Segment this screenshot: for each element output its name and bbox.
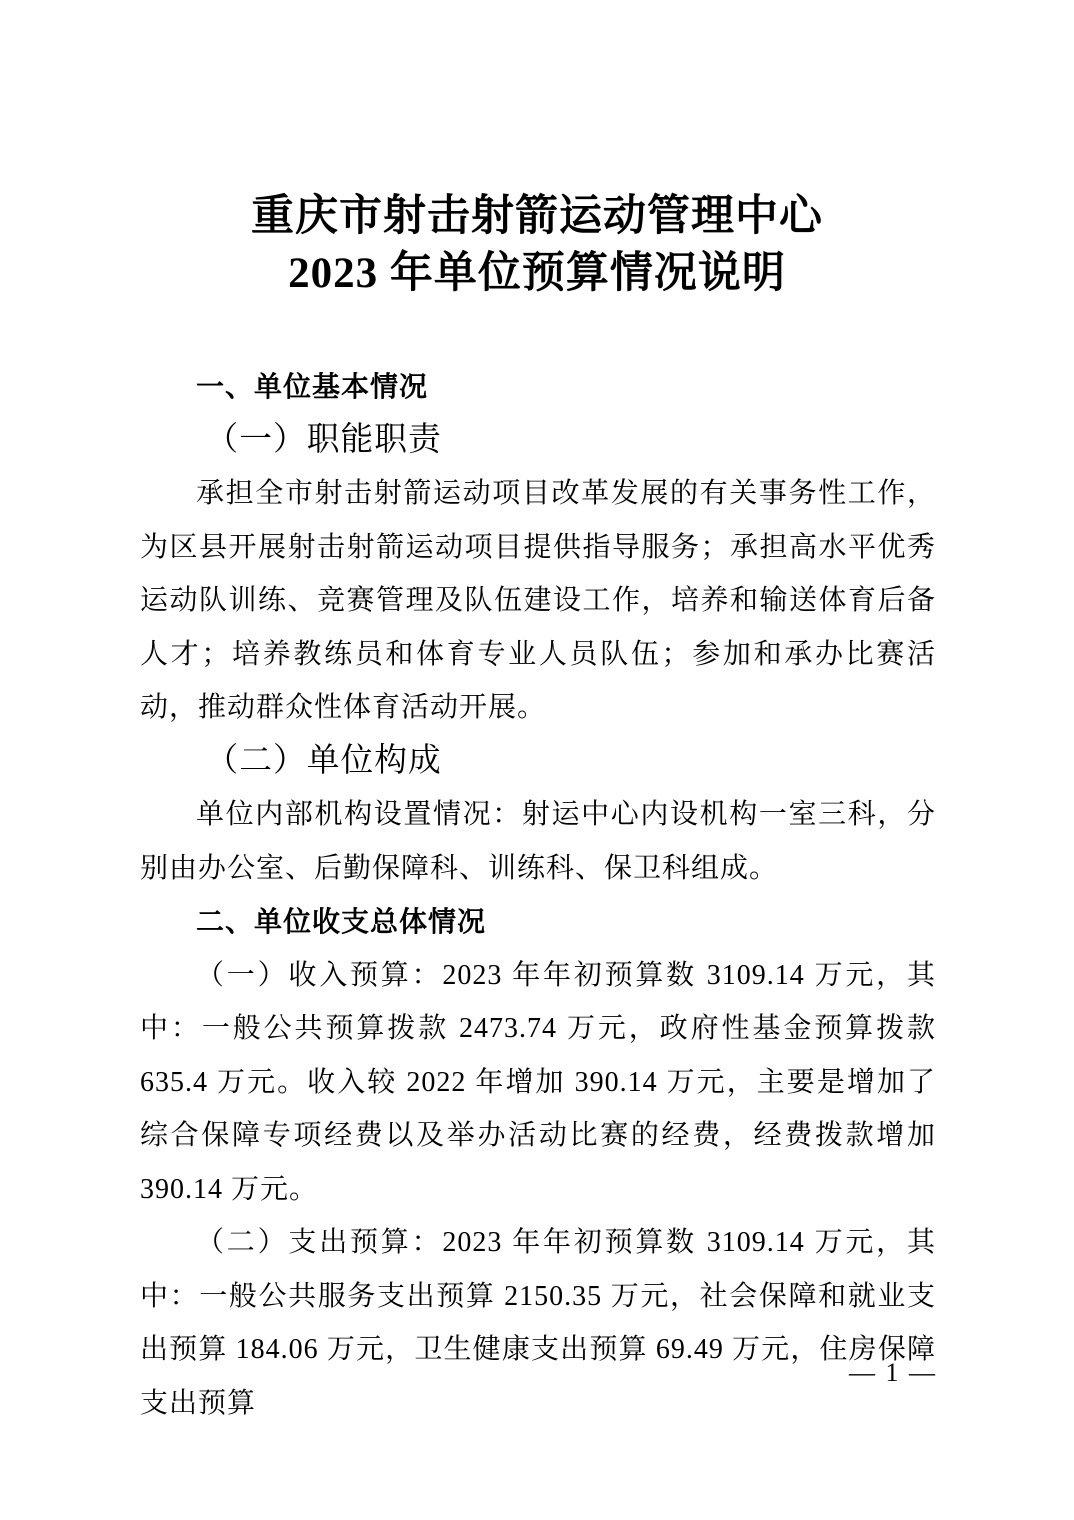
paragraph-income-budget (140, 949, 936, 1217)
subsection-heading-functions: （一）职能职责 (205, 421, 442, 458)
paragraph-composition: 单位内部机构设置情况：射运中心内设机构一室三科，分别由办公室、后勤保障科、训练科、保卫科组成。 (140, 799, 936, 884)
title-line-1: 重庆市射击射箭运动管理中心 (251, 193, 823, 240)
page-footer (849, 1356, 937, 1390)
paragraph-expense-budget (140, 1216, 936, 1430)
title-line-2: 2023 年单位预算情况说明 (288, 250, 786, 297)
expense-budget-rest: 2023 年年初预算数 3109.14 万元，其中：一般公共服务支出预算 2150.35 万元，社会保障和就业支出预算 184.06 万元，卫生健康支出预算 69.49 万元，住房保障支出预算 (140, 1227, 936, 1419)
income-budget-rest: 2023 年年初预算数 3109.14 万元，其中：一般公共预算拨款 2473.74 万元，政府性基金预算拨款 635.4 万元。收入较 2022 年增加 390.14 万元，主要是增加了综合保障专项经费以及举办活动比赛的经费，经费拨款增加 390.14 万元。 (140, 959, 936, 1205)
expense-budget-lead: （二）支出预算： (196, 1227, 443, 1258)
income-budget-lead: （一）收入预算： (196, 959, 443, 991)
section-heading-budget-overview: 二、单位收支总体情况 (196, 905, 487, 938)
document-body (140, 360, 936, 1430)
page-number: — 1 — (849, 1358, 937, 1387)
section-heading-basic-info: 一、单位基本情况 (196, 370, 429, 403)
paragraph-functions: 承担全市射击射箭运动项目改革发展的有关事务性工作，为区县开展射击射箭运动项目提供指导服务；承担高水平优秀运动队训练、竞赛管理及队伍建设工作，培养和输送体育后备人才；培养教练员和体育专业人员队伍；参加和承办比赛活动，推动群众性体育活动开展。 (140, 478, 936, 723)
subsection-heading-composition: （二）单位构成 (205, 742, 442, 779)
document-title (0, 188, 1074, 302)
